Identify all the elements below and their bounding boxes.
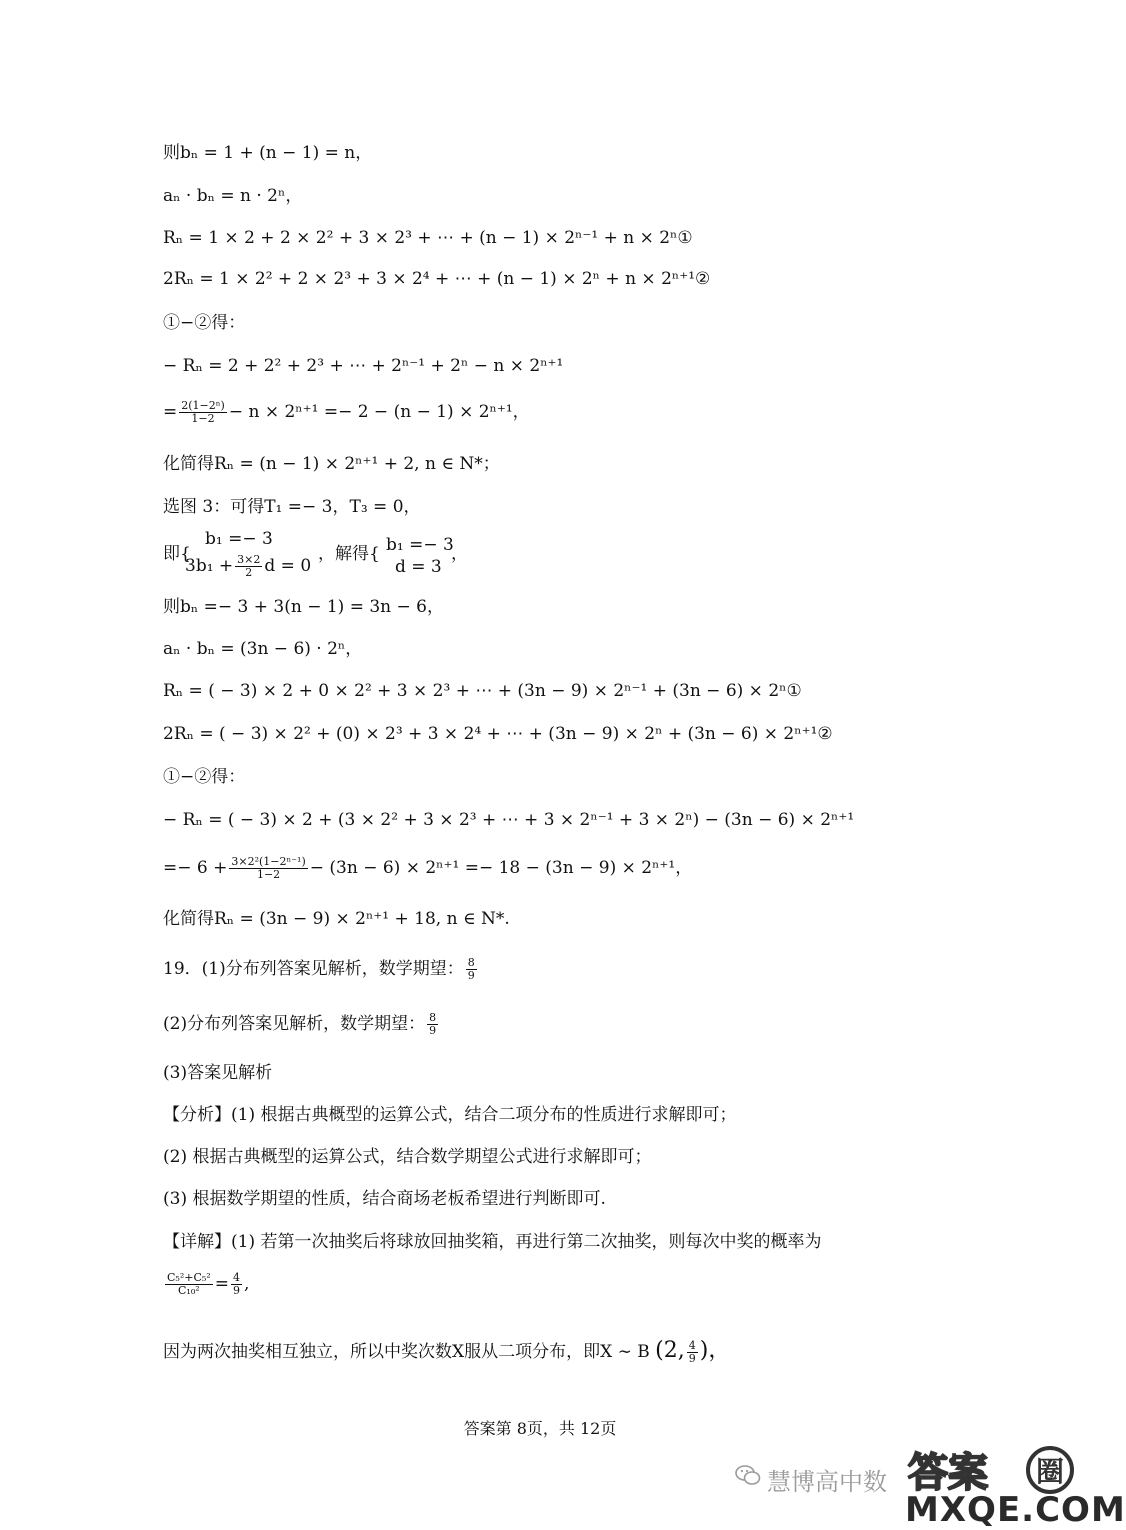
fraction <box>427 1012 438 1037</box>
eq-text: (2, <box>655 1338 685 1363</box>
eq-line-16 <box>163 809 854 831</box>
fraction-numerator: C₅²+C₅² <box>167 1271 211 1284</box>
eq-line-6 <box>163 355 563 377</box>
answer-19-3 <box>163 1062 272 1084</box>
eq-line-15 <box>163 766 245 788</box>
eq-text: = <box>163 402 178 422</box>
eq-text: ， <box>451 544 468 564</box>
eq-line-8 <box>163 453 500 475</box>
fraction <box>179 400 227 425</box>
eq-line-9 <box>163 496 421 518</box>
eq-line-14 <box>163 723 833 745</box>
detail-1 <box>163 1231 821 1253</box>
eq-text: ①−②得： <box>163 767 246 787</box>
eq-line-11 <box>163 596 444 618</box>
eq-text: (2) 根据古典概型的运算公式，结合数学期望公式进行求解即可； <box>163 1147 652 1167</box>
eq-text: aₙ · bₙ = (3n − 6) · 2ⁿ， <box>163 639 363 659</box>
system-row-bottom <box>185 554 311 579</box>
eq-line-17 <box>163 856 692 881</box>
eq-text: 2Rₙ = ( − 3) × 2² + (0) × 2³ + 3 × 2⁴ + ⋯ + (3n − 9) × 2ⁿ + (3n − 6) × 2ⁿ⁺¹② <box>163 724 833 744</box>
fraction-denominator: C₁₀² <box>178 1284 200 1297</box>
page-footer: 答案第 8页，共 12页 <box>463 1419 617 1438</box>
answer-19-2 <box>163 1012 440 1037</box>
eq-text: , <box>243 1274 250 1294</box>
eq-text: aₙ · bₙ = n · 2ⁿ， <box>163 186 303 206</box>
fraction <box>165 1272 213 1297</box>
watermark <box>735 1440 1126 1530</box>
fraction-numerator: 2(1−2ⁿ) <box>181 399 225 412</box>
eq-text: − n × 2ⁿ⁺¹ =− 2 − (n − 1) × 2ⁿ⁺¹， <box>228 402 530 422</box>
fraction-numerator: 3×2 <box>237 553 261 566</box>
fraction-denominator: 9 <box>429 1024 437 1037</box>
eq-line-3 <box>163 227 693 249</box>
eq-text: 则bₙ =− 3 + 3(n − 1) = 3n − 6， <box>163 597 444 617</box>
mxqe-logo-text: MXQE.COM <box>905 1490 1126 1530</box>
eq-line-12 <box>163 638 362 660</box>
eq-text: Rₙ = ( − 3) × 2 + 0 × 2² + 3 × 2³ + ⋯ + (3n − 9) × 2ⁿ⁻¹ + (3n − 6) × 2ⁿ① <box>163 681 802 701</box>
eq-text: (2)分布列答案见解析，数学期望： <box>163 1014 426 1034</box>
eq-text: 19．(1)分布列答案见解析，数学期望： <box>163 959 464 979</box>
eq-text: 即{ <box>163 544 191 564</box>
watermark-text: 慧博高中数 <box>767 1468 887 1496</box>
eq-text: 【详解】(1) 若第一次抽奖后将球放回抽奖箱，再进行第二次抽奖，则每次中奖的概率为 <box>163 1232 822 1252</box>
fraction <box>687 1340 698 1365</box>
eq-text: 2Rₙ = 1 × 2² + 2 × 2³ + 3 × 2⁴ + ⋯ + (n − 1) × 2ⁿ + n × 2ⁿ⁺¹② <box>163 269 711 289</box>
fraction-denominator: 2 <box>245 566 253 579</box>
eq-text: 则bₙ = 1 + (n − 1) = n， <box>163 143 373 163</box>
fraction-denominator: 1−2 <box>191 412 215 425</box>
eq-text: − Rₙ = 2 + 2² + 2³ + ⋯ + 2ⁿ⁻¹ + 2ⁿ − n × 2ⁿ⁺¹ <box>163 356 564 376</box>
eq-text: Rₙ = 1 × 2 + 2 × 2² + 3 × 2³ + ⋯ + (n − 1) × 2ⁿ⁻¹ + n × 2ⁿ① <box>163 228 693 248</box>
eq-line-18 <box>163 908 510 930</box>
eq-text: 因为两次抽奖相互独立，所以中奖次数X服从二项分布，即X ∼ B <box>163 1342 650 1362</box>
analysis-1 <box>163 1104 736 1126</box>
fraction-numerator: 4 <box>232 1271 240 1284</box>
eq-line-2 <box>163 185 302 207</box>
fraction <box>466 957 477 982</box>
eq-line-prob <box>163 1272 249 1297</box>
eq-line-4 <box>163 268 710 290</box>
fraction <box>231 1272 242 1297</box>
fraction-denominator: 9 <box>467 969 475 982</box>
eq-text: 3b₁ + <box>185 556 234 576</box>
fraction-numerator: 3×2²(1−2ⁿ⁻¹) <box>231 855 306 868</box>
system-row-top: b₁ =− 3 <box>205 529 273 549</box>
analysis-3 <box>163 1188 606 1210</box>
answer-19-1 <box>163 957 479 982</box>
system-row-bottom: d = 3 <box>395 557 442 577</box>
fraction-denominator: 9 <box>232 1284 240 1297</box>
fraction-denominator: 1−2 <box>256 868 281 881</box>
eq-text: (3) 根据数学期望的性质，结合商场老板希望进行判断即可. <box>163 1189 606 1209</box>
analysis-2 <box>163 1146 651 1168</box>
eq-text: 选图 3：可得T₁ =− 3，T₃ = 0， <box>163 497 421 517</box>
eq-text: 化简得Rₙ = (3n − 9) × 2ⁿ⁺¹ + 18, n ∈ N*. <box>163 909 510 929</box>
eq-line-7 <box>163 400 530 425</box>
eq-line-13 <box>163 680 802 702</box>
fraction-numerator: 4 <box>688 1339 696 1352</box>
wechat-icon <box>735 1464 761 1486</box>
eq-text: − (3n − 6) × 2ⁿ⁺¹ =− 18 − (3n − 9) × 2ⁿ⁺¹， <box>309 858 693 878</box>
fraction-denominator: 9 <box>688 1352 696 1365</box>
eq-text: 化简得Rₙ = (n − 1) × 2ⁿ⁺¹ + 2, n ∈ N*； <box>163 454 500 474</box>
eq-text: 【分析】(1) 根据古典概型的运算公式，结合二项分布的性质进行求解即可； <box>163 1105 737 1125</box>
eq-line-1 <box>163 142 372 164</box>
fraction-numerator: 8 <box>429 1011 437 1024</box>
eq-text: (3)答案见解析 <box>163 1063 273 1083</box>
svg-text:圈: 圈 <box>1036 1455 1065 1488</box>
eq-text: ①−②得： <box>163 313 246 333</box>
eq-text: ，解得{ <box>318 544 380 564</box>
fraction-numerator: 8 <box>467 956 475 969</box>
eq-text: )， <box>699 1338 731 1363</box>
svg-text:答案: 答案 <box>908 1450 988 1496</box>
eq-text: = <box>214 1274 229 1294</box>
eq-line-5 <box>163 312 245 334</box>
system-row-top: b₁ =− 3 <box>386 535 454 555</box>
eq-line-binomial <box>163 1340 730 1365</box>
eq-text: =− 6 + <box>163 858 228 878</box>
fraction <box>235 554 262 579</box>
eq-text: − Rₙ = ( − 3) × 2 + (3 × 2² + 3 × 2³ + ⋯ + 3 × 2ⁿ⁻¹ + 3 × 2ⁿ) − (3n − 6) × 2ⁿ⁺¹ <box>163 810 855 830</box>
fraction <box>229 856 307 881</box>
eq-text: d = 0 <box>264 556 312 576</box>
